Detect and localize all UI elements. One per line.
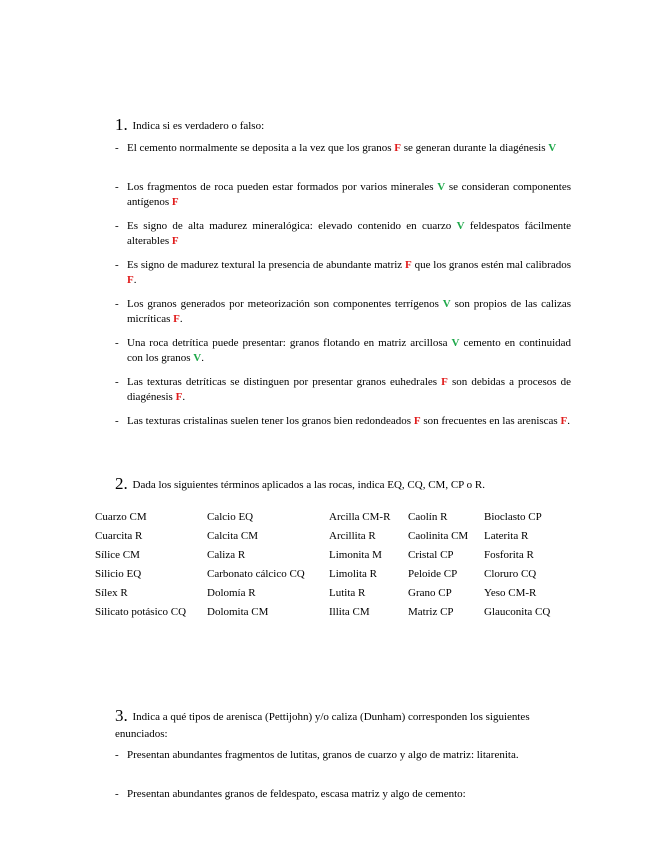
question-1-title: Indica si es verdadero o falso: [132, 120, 265, 132]
question-2-heading [115, 474, 570, 493]
statement-part: El cemento normalmente se deposita a la vez que los granos [127, 142, 392, 154]
terms-row [95, 510, 574, 529]
term-cell: Matriz CP [408, 606, 454, 618]
statement-part: son debidas a procesos de diagénesis [127, 376, 572, 403]
answer-mark: F [173, 313, 180, 325]
statement-part: se consideran componentes antígenos [127, 181, 571, 208]
term-cell: Illita CM [329, 606, 370, 618]
question-3-title: Indica a qué tipos de arenisca (Pettijohn) y/o caliza (Dunham) corresponden los siguientes enunciados: [115, 711, 530, 740]
statement-part: son frecuentes en las areniscas [423, 415, 558, 427]
statement-item [115, 375, 571, 405]
statement-part: se generan durante la diagénesis [403, 142, 546, 154]
bullet-dash: - [115, 181, 119, 193]
bullet-dash: - [115, 220, 119, 232]
answer-mark: F [405, 259, 412, 271]
answer-mark: F [171, 235, 179, 247]
bullet-dash: - [115, 415, 119, 427]
term-cell: Limonita M [329, 549, 382, 561]
term-cell: Silicio EQ [95, 568, 142, 580]
bullet-dash: - [115, 749, 119, 761]
question-1-number: 1. [115, 115, 128, 134]
statement-text [127, 141, 571, 156]
question-3-heading [115, 707, 570, 743]
term-cell: Sílex R [95, 587, 128, 599]
statement-part: feldespatos fácilmente alterables [127, 220, 572, 247]
statement-text [127, 336, 571, 366]
statement-text [127, 258, 571, 288]
term-cell: Glauconita CQ [484, 606, 551, 618]
answer-mark: F [127, 274, 134, 286]
terms-row [95, 567, 574, 586]
statement-part: que los granos estén mal calibrados [414, 259, 572, 271]
term-cell: Arcilla CM-R [329, 511, 391, 523]
statement-text [127, 375, 571, 405]
statement-end: . [567, 415, 570, 427]
term-cell: Peloide CP [408, 568, 458, 580]
bullet-dash: - [115, 142, 119, 154]
answer-mark: F [441, 376, 448, 388]
term-cell: Grano CP [408, 587, 452, 599]
statement-end: . [179, 313, 183, 325]
term-cell: Dolomita CM [207, 606, 269, 618]
terms-row [95, 529, 574, 548]
bullet-dash: - [115, 259, 119, 271]
answer-mark: F [171, 196, 179, 208]
statement-item [115, 414, 571, 429]
statement-item [115, 258, 571, 288]
statement-part: Las texturas cristalinas suelen tener los granos bien redondeados [127, 415, 412, 427]
term-cell: Carbonato cálcico CQ [207, 568, 305, 580]
statement-item [115, 297, 571, 327]
bullet-dash: - [115, 788, 119, 800]
statement-text [127, 297, 571, 327]
statement-part: cemento en continuidad con los granos [127, 337, 572, 364]
answer-mark: V [193, 352, 202, 364]
term-cell: Fosforita R [484, 549, 534, 561]
term-cell: Yeso CM-R [484, 587, 537, 599]
answer-mark: F [175, 391, 183, 403]
bullet-dash: - [115, 376, 119, 388]
term-cell: Cloruro CQ [484, 568, 537, 580]
term-cell: Lutita R [329, 587, 366, 599]
question-2-title: Dada los siguientes términos aplicados a las rocas, indica EQ, CQ, CM, CP o R. [132, 479, 485, 491]
statement-text [127, 414, 571, 429]
statement-text [127, 219, 571, 249]
bullet-dash: - [115, 337, 119, 349]
term-cell: Dolomía R [207, 587, 256, 599]
term-cell: Arcillita R [329, 530, 376, 542]
statement-item [115, 787, 571, 802]
statement-item [115, 748, 571, 763]
term-cell: Calcio EQ [207, 511, 254, 523]
statement-text [127, 180, 571, 210]
question-2-number: 2. [115, 474, 128, 493]
statement-end: . [133, 274, 137, 286]
question-3-number: 3. [115, 706, 128, 725]
term-cell: Bioclasto CP [484, 511, 542, 523]
term-cell: Cuarzo CM [95, 511, 147, 523]
statement-part: son propios de las calizas micríticas [127, 298, 571, 325]
answer-mark: F [560, 415, 568, 427]
statement-part: Es signo de alta madurez mineralógica: elevado contenido en cuarzo [127, 220, 452, 232]
term-cell: Sílice CM [95, 549, 140, 561]
statement-end: . [182, 391, 186, 403]
statement-item [115, 219, 571, 249]
answer-mark: V [456, 220, 465, 232]
answer-mark: V [442, 298, 451, 310]
term-cell: Caolín R [408, 511, 448, 523]
term-cell: Cristal CP [408, 549, 454, 561]
statement-end: . [201, 352, 204, 364]
answer-mark: F [394, 142, 402, 154]
statement-text: Presentan abundantes fragmentos de lutitas, granos de cuarzo y algo de matriz: litarenita. [127, 749, 519, 761]
terms-row [95, 548, 574, 567]
term-cell: Silicato potásico CQ [95, 606, 187, 618]
term-cell: Calcita CM [207, 530, 259, 542]
terms-row [95, 586, 574, 605]
terms-row [95, 605, 574, 624]
statement-part: Es signo de madurez textural la presencia de abundante matriz [127, 259, 403, 271]
statement-item [115, 141, 571, 156]
term-cell: Limolita R [329, 568, 377, 580]
statement-item [115, 180, 571, 210]
answer-mark: V [451, 337, 460, 349]
term-cell: Laterita R [484, 530, 529, 542]
answer-mark: V [548, 142, 557, 154]
term-cell: Cuarcita R [95, 530, 143, 542]
statement-part: Una roca detrítica puede presentar: granos flotando en matriz arcillosa [127, 337, 448, 349]
term-cell: Caolinita CM [408, 530, 469, 542]
answer-mark: F [413, 415, 421, 427]
question-1-heading [115, 115, 265, 134]
answer-mark: V [437, 181, 446, 193]
statement-item [115, 336, 571, 366]
statement-part: Los fragmentos de roca pueden estar formados por varios minerales [127, 181, 434, 193]
terms-table [95, 510, 574, 624]
bullet-dash: - [115, 298, 119, 310]
statement-part: Las texturas detríticas se distinguen por presentar granos euhedrales [127, 376, 438, 388]
statement-part: Los granos generados por meteorización son componentes terrígenos [127, 298, 439, 310]
statement-text: Presentan abundantes granos de feldespato, escasa matriz y algo de cemento: [127, 788, 466, 800]
term-cell: Caliza R [207, 549, 246, 561]
